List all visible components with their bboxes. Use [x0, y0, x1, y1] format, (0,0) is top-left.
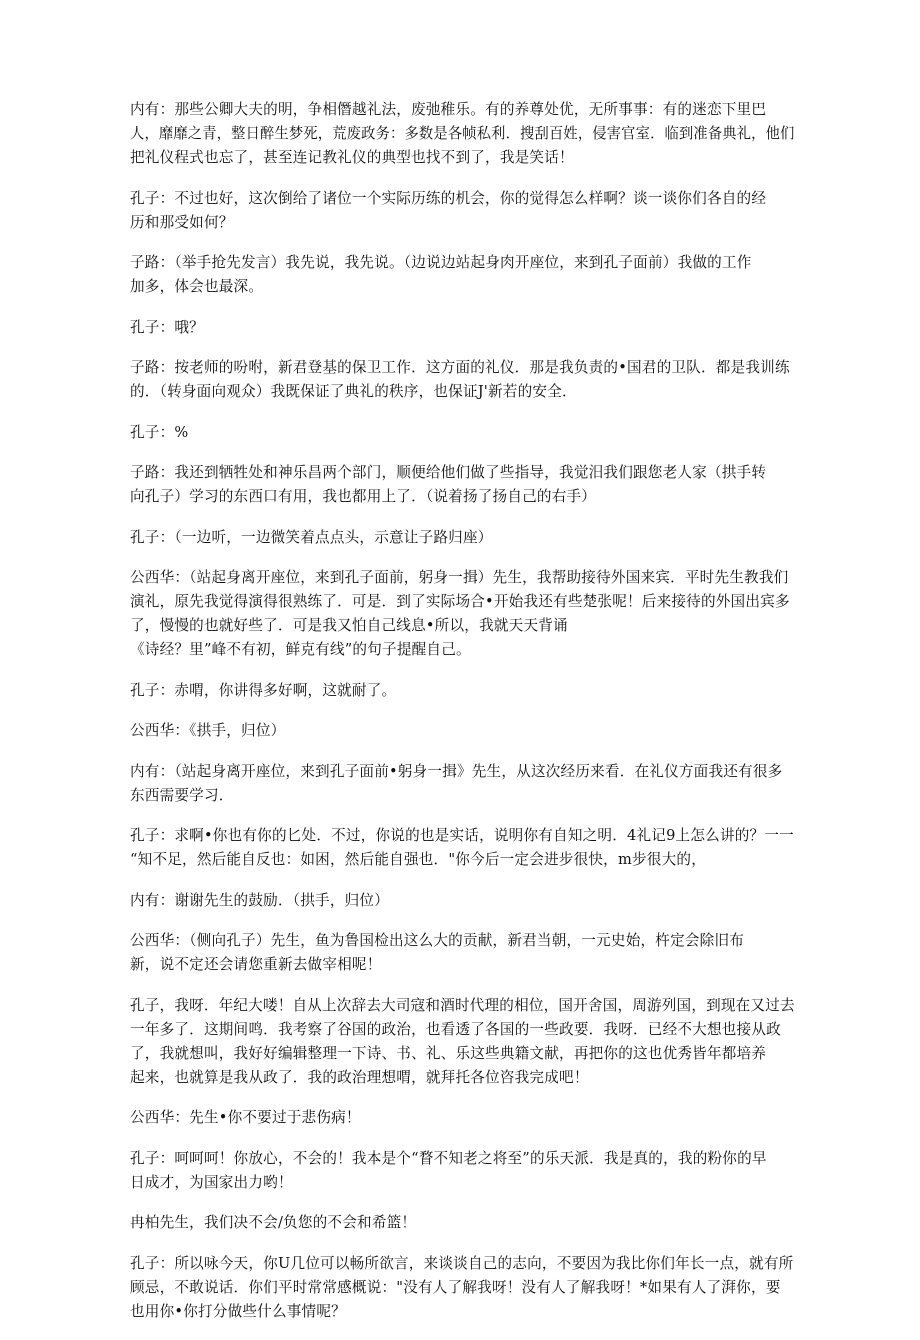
text-line: 也用你•你打分做些什么事情呢？: [130, 1302, 346, 1320]
text-line: 孔子：赤喟，你讲得多好啊，这就耐了。: [130, 681, 397, 699]
text-line: 孔子：所以咏今天，你U几位可以畅所欲言，来谈谈自己的志向，不要因为我比你们年长一点，就有所: [130, 1254, 794, 1272]
text-line: 向孔子）学习的东西口有用，我也都用上了．（说着扬了扬自己的右手）: [130, 488, 597, 505]
text-line: 公西华：（侧向孔子）先生，鱼为鲁国检出这么大的贡献，新君当朝，一元史始，杵定会除旧布: [130, 932, 745, 949]
text-line: 公西华：（站起身离开座位，来到孔子面前，躬身一揖）先生，我帮助接待外国来宾．平时先生教我们: [130, 569, 789, 586]
text-line: 《诗经？里”峰不有初，鲜克有线”的句子提醒自己。: [130, 641, 471, 658]
text-line: 冉柏先生，我们决不会/负您的不会和希篮！: [130, 1214, 417, 1231]
paragraph: [130, 526, 795, 550]
text-line: 新，说不定还会请您重新去做宰相呢！: [130, 956, 382, 973]
text-line: 孔子，我呀．年纪大喽！自从上次辞去大司寇和酒时代理的相位，国开舍国，周游列国，到现在又过去: [130, 996, 795, 1014]
text-line: “知不足，然后能自反也：如困，然后能自强也．"你今后一定会进步很快，m步很大的，: [130, 851, 706, 868]
text-line: 孔子：（一边听，一边微笑着点点头，示意让子路归座）: [130, 528, 493, 546]
paragraph: [130, 566, 795, 662]
text-line: 的．（转身面向观众）我既保证了典礼的秩序，也保证J'新若的安全．: [130, 383, 577, 400]
paragraph: [130, 1106, 795, 1130]
text-line: 东西需要学习．: [130, 786, 234, 804]
paragraph: [130, 1211, 795, 1235]
text-line: 内有：（站起身离开座位，来到孔子面前•躬身一揖》先生，从这次经历来看．在礼仪方面我还有很多: [130, 762, 783, 780]
paragraph: [130, 187, 795, 235]
text-line: 顾忌，不敢说话．你们平时常常感概说："没有人了解我呀！没有人了解我呀！*如果有人了湃你，要: [130, 1278, 781, 1296]
text-line: 内有：谢谢先生的鼓励．（拱手，归位）: [130, 891, 389, 909]
text-line: 子路：我还到牺牲处和神乐昌两个部门，顺便给他们做了些指导，我觉汨我们跟您老人家（拱手转: [130, 464, 767, 481]
paragraph: [130, 421, 795, 445]
paragraph: [130, 461, 795, 509]
paragraph: [130, 1147, 795, 1195]
paragraph: [130, 316, 795, 340]
text-line: 加多，体会也最深。: [130, 278, 264, 295]
paragraph: [130, 824, 795, 872]
text-line: 内有：那些公卿大夫的明，争相僭越礼法，废弛稚乐。有的养尊处优，无所事事：有的迷恋下里巴: [130, 101, 767, 118]
text-line: 公西华：先生•你不要过于悲伤病！: [130, 1109, 361, 1126]
text-line: 子路：按老师的吩咐，新君登基的保卫工作．这方面的礼仪．那是我负责的•国君的卫队．都是我训练: [130, 359, 790, 376]
paragraph: [130, 1252, 795, 1324]
paragraph: [130, 994, 795, 1090]
text-line: 孔子：%: [130, 423, 189, 441]
paragraph: [130, 356, 795, 404]
text-line: 孔子：哦？: [130, 318, 204, 336]
text-line: 日成才，为国家出力哟！: [130, 1173, 293, 1191]
paragraph: [130, 251, 795, 299]
text-line: 把礼仪程式也忘了，甚至连记教礼仪的典型也找不到了，我是笑话！: [130, 149, 574, 166]
text-line: 演礼，原先我觉得演得很熟练了．可是．到了实际场合•开始我还有些楚张呢！后来接待的外国出宾多: [130, 593, 790, 610]
text-line: 起来，也就算是我从政了．我的政治理想喟，就拜托各位咨我完成吧！: [130, 1068, 589, 1086]
text-line: 孔子：求啊•你也有你的匕处．不过，你说的也是实话，说明你有自知之明．4礼记9上怎么讲的？一一: [130, 827, 794, 844]
paragraph: [130, 719, 795, 743]
text-line: 公西华：《拱手，归位）: [130, 722, 286, 739]
paragraph: [130, 760, 795, 808]
paragraph: [130, 98, 795, 170]
text-line: 孔子：呵呵呵！你放心，不会的！我本是个“瞀不知老之将至”的乐天派．我是真的，我的粉你的早: [130, 1149, 767, 1167]
text-line: 历和那受如何？: [130, 213, 234, 231]
paragraph: [130, 929, 795, 977]
document-page: [130, 98, 795, 1340]
paragraph: [130, 889, 795, 913]
text-line: 人，靡靡之青，整日醉生梦死，荒废政务：多数是各帧私利．搜刮百姓，侵害官室．临到准备典礼，他们: [130, 125, 795, 142]
text-line: 孔子：不过也好，这次倒给了诸位一个实际历练的机会，你的觉得怎么样啊？谈一谈你们各自的经: [130, 189, 767, 207]
text-line: 了，我就想叫，我好好编辑整理一下诗、书、礼、乐这些典籍文献，再把你的这也优秀皆年都培养: [130, 1044, 767, 1062]
text-line: 一年多了．这期间鸣．我考察了谷国的政治，也看透了各国的一些政要．我呀．已经不大想也接从政: [130, 1020, 781, 1038]
paragraph: [130, 679, 795, 703]
text-line: 子路：（举手抢先发言）我先说，我先说。（边说边站起身肉开座位，来到孔子面前）我做的工作: [130, 254, 752, 271]
text-line: 了，慢慢的也就好些了．可是我又怕自己线息•所以，我就天天背诵: [130, 617, 568, 634]
